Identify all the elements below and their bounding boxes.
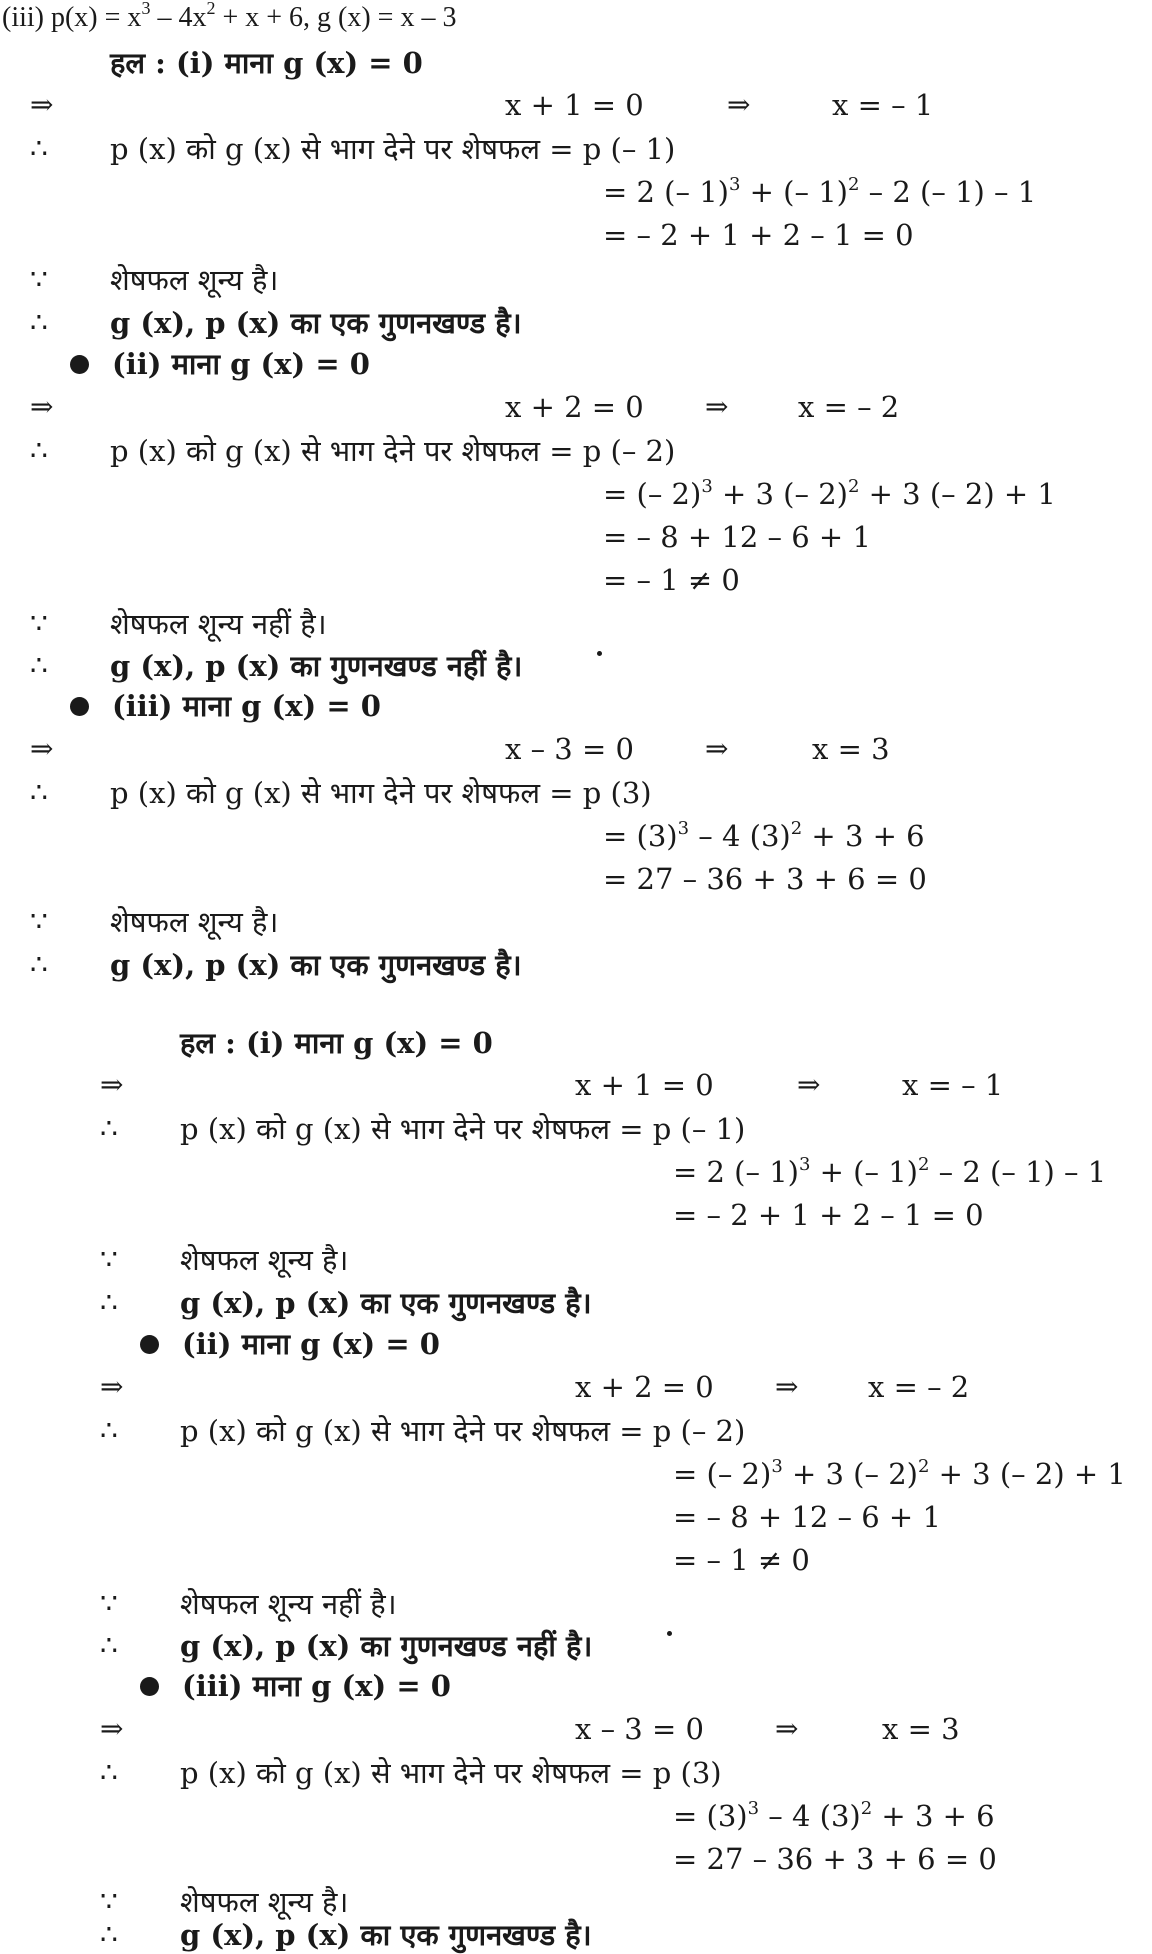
implies-symbol: ⇒ — [797, 1068, 821, 1101]
because-symbol: ∵ — [100, 1885, 118, 1918]
calc-step: = – 1 ≠ 0 — [603, 563, 740, 597]
calc-step: = – 8 + 12 – 6 + 1 — [673, 1500, 941, 1534]
implies-symbol: ⇒ — [100, 1068, 124, 1101]
therefore-symbol: ∴ — [100, 1629, 118, 1662]
part-intro: (ii) माना g (x) = 0 — [182, 1327, 440, 1361]
conclusion: g (x), p (x) का गुणनखण्ड नहीं है। — [180, 1629, 593, 1663]
calc-step: = – 1 ≠ 0 — [673, 1543, 810, 1577]
implies-symbol: ⇒ — [705, 390, 729, 423]
because-line: शेषफल शून्य नहीं है। — [180, 1587, 397, 1621]
speck-mark — [667, 1631, 672, 1636]
bullet-icon — [70, 697, 89, 716]
because-symbol: ∵ — [30, 263, 48, 296]
remainder-line: p (x) को g (x) से भाग देने पर शेषफल = p (– 1) — [110, 132, 676, 166]
therefore-symbol: ∴ — [30, 434, 48, 467]
calc-step: = $(3)^3 - 4$ $(3)^2 + 3 + 6$ — [603, 818, 925, 853]
implies-symbol: ⇒ — [775, 1712, 799, 1745]
calc-step: = – 2 + 1 + 2 – 1 = 0 — [673, 1198, 984, 1232]
because-line: शेषफल शून्य है। — [110, 263, 279, 297]
part-intro: (iii) माना g (x) = 0 — [112, 689, 381, 723]
therefore-symbol: ∴ — [30, 306, 48, 339]
therefore-symbol: ∴ — [100, 1414, 118, 1447]
because-line: शेषफल शून्य है। — [180, 1885, 349, 1919]
because-symbol: ∵ — [100, 1243, 118, 1276]
therefore-symbol: ∴ — [30, 132, 48, 165]
speck-mark — [597, 651, 602, 656]
conclusion: g (x), p (x) का एक गुणनखण्ड है। — [180, 1286, 592, 1320]
intro-text: हल : (i) माना g (x) = 0 — [110, 46, 423, 80]
implies-symbol: ⇒ — [100, 1370, 124, 1403]
remainder-line: p (x) को g (x) से भाग देने पर शेषफल = p (– 2) — [180, 1414, 746, 1448]
part-intro: (iii) माना g (x) = 0 — [182, 1669, 451, 1703]
calc-step: = $(3)^3 - 4$ $(3)^2 + 3 + 6$ — [673, 1798, 995, 1833]
implies-symbol: ⇒ — [100, 1712, 124, 1745]
therefore-symbol: ∴ — [30, 649, 48, 682]
conclusion: g (x), p (x) का एक गुणनखण्ड है। — [110, 306, 522, 340]
therefore-symbol: ∴ — [30, 948, 48, 981]
root-equation: x + 2 = 0 — [575, 1370, 714, 1404]
root-equation: x + 2 = 0 — [505, 390, 644, 424]
because-line: शेषफल शून्य नहीं है। — [110, 607, 327, 641]
conclusion: g (x), p (x) का एक गुणनखण्ड है। — [110, 948, 522, 982]
root-value: x = – 2 — [798, 390, 900, 424]
because-line: शेषफल शून्य है। — [110, 905, 279, 939]
bullet-icon — [140, 1677, 159, 1696]
solution-intro — [180, 1025, 493, 1061]
calc-step: = 2 (– 1)$^3$ + (– 1)$^2$ – 2 (– 1) – 1 — [603, 174, 1037, 209]
intro-text: हल : (i) माना g (x) = 0 — [180, 1026, 493, 1060]
conclusion: g (x), p (x) का एक गुणनखण्ड है। — [180, 1918, 592, 1952]
therefore-symbol: ∴ — [100, 1756, 118, 1789]
root-equation: x + 1 = 0 — [505, 88, 644, 122]
because-symbol: ∵ — [30, 607, 48, 640]
root-equation: x – 3 = 0 — [575, 1712, 704, 1746]
implies-symbol: ⇒ — [727, 88, 751, 121]
calc-step: = (– 2)$^3$ + 3 (– 2)$^2$ + 3 (– 2) + 1 — [603, 476, 1056, 511]
solution-intro — [110, 45, 423, 81]
therefore-symbol: ∴ — [100, 1286, 118, 1319]
root-value: x = 3 — [812, 732, 890, 766]
root-value: x = 3 — [882, 1712, 960, 1746]
conclusion: g (x), p (x) का गुणनखण्ड नहीं है। — [110, 649, 523, 683]
calc-step: = – 8 + 12 – 6 + 1 — [603, 520, 871, 554]
therefore-symbol: ∴ — [100, 1112, 118, 1145]
therefore-symbol: ∴ — [30, 776, 48, 809]
calc-step: = 2 (– 1)$^3$ + (– 1)$^2$ – 2 (– 1) – 1 — [673, 1154, 1107, 1189]
implies-symbol: ⇒ — [705, 732, 729, 765]
root-value: x = – 1 — [832, 88, 934, 122]
remainder-line: p (x) को g (x) से भाग देने पर शेषफल = p (– 2) — [110, 434, 676, 468]
calc-step: = 27 – 36 + 3 + 6 = 0 — [603, 862, 927, 896]
implies-symbol: ⇒ — [30, 390, 54, 423]
root-value: x = – 2 — [868, 1370, 970, 1404]
bullet-icon — [140, 1335, 159, 1354]
therefore-symbol: ∴ — [100, 1918, 118, 1951]
calc-step: = – 2 + 1 + 2 – 1 = 0 — [603, 218, 914, 252]
root-equation: x + 1 = 0 — [575, 1068, 714, 1102]
implies-symbol: ⇒ — [775, 1370, 799, 1403]
because-symbol: ∵ — [100, 1587, 118, 1620]
because-symbol: ∵ — [30, 905, 48, 938]
calc-step: = 27 – 36 + 3 + 6 = 0 — [673, 1842, 997, 1876]
implies-symbol: ⇒ — [30, 88, 54, 121]
root-value: x = – 1 — [902, 1068, 1004, 1102]
root-equation: x – 3 = 0 — [505, 732, 634, 766]
implies-symbol: ⇒ — [30, 732, 54, 765]
because-line: शेषफल शून्य है। — [180, 1243, 349, 1277]
remainder-line: p (x) को g (x) से भाग देने पर शेषफल = p (3) — [110, 776, 652, 810]
problem-statement: (iii) $p(x) = x^3 - 4x^2 + x + 6$, g (x) = x – 3 — [2, 0, 457, 33]
remainder-line: p (x) को g (x) से भाग देने पर शेषफल = p (3) — [180, 1756, 722, 1790]
bullet-icon — [70, 355, 89, 374]
calc-step: = (– 2)$^3$ + 3 (– 2)$^2$ + 3 (– 2) + 1 — [673, 1456, 1126, 1491]
remainder-line: p (x) को g (x) से भाग देने पर शेषफल = p (– 1) — [180, 1112, 746, 1146]
part-intro: (ii) माना g (x) = 0 — [112, 347, 370, 381]
